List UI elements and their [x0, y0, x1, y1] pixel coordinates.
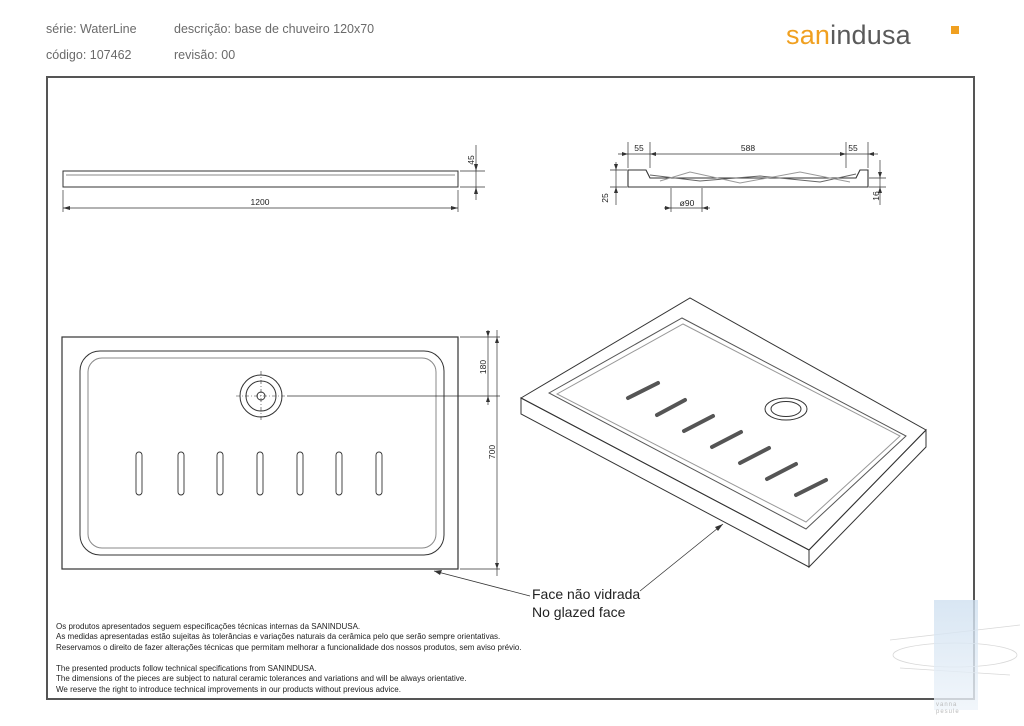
notes-pt: [56, 622, 522, 653]
logo-part-indusa: indusa: [830, 20, 911, 50]
dim-front-length: 1200: [250, 197, 270, 207]
dim-section-height-right: 16: [871, 191, 881, 201]
watermark-bar: [934, 600, 978, 710]
watermark-line: vanna: [936, 702, 958, 708]
dim-plan-drain-offset: 180: [478, 359, 488, 375]
notes-en: [56, 664, 466, 695]
callout-unglazed-en: No glazed face: [532, 604, 626, 620]
front-elevation: [63, 145, 485, 212]
note-line: The dimensions of the pieces are subject to natural ceramic tolerances and variations and will be always orientative.: [56, 674, 467, 684]
dim-plan-width: 700: [487, 444, 497, 460]
note-line: The presented products follow technical specifications from SANINDUSA.: [56, 664, 317, 673]
dim-section-height-left: 25: [600, 193, 610, 203]
watermark-line: pesule: [936, 709, 960, 715]
note-line: Reservamos o direito de fazer alterações técnicas que permitam melhorar a funcionalidade dos nossos produtos, sem aviso prévio.: [56, 642, 522, 652]
dim-section-mid: 588: [740, 143, 756, 153]
dim-section-right: 55: [848, 143, 858, 153]
note-line: Os produtos apresentados seguem especificações técnicas internas da SANINDUSA.: [56, 622, 361, 631]
watermark-text: [936, 702, 960, 716]
plan-view: [62, 330, 500, 576]
codigo-label: código: 107462: [46, 48, 132, 62]
dim-section-left: 55: [634, 143, 644, 153]
isometric-view: [521, 298, 926, 567]
dim-drain-diameter: ø90: [679, 198, 695, 208]
descricao-label: descrição: base de chuveiro 120x70: [174, 22, 375, 36]
note-line: We reserve the right to introduce technical improvements in our products without previous advice.: [56, 684, 401, 694]
serie-label: série: WaterLine: [46, 22, 137, 36]
revisao-label: revisão: 00: [174, 48, 236, 62]
logo-part-san: san: [786, 20, 831, 50]
dim-front-height: 45: [466, 155, 476, 165]
callout-unglazed-pt: Face não vidrada: [532, 586, 641, 602]
note-line: As medidas apresentadas estão sujeitas às tolerâncias e variações naturais da cerâmica pelo que serão sempre orientativas.: [56, 632, 501, 642]
